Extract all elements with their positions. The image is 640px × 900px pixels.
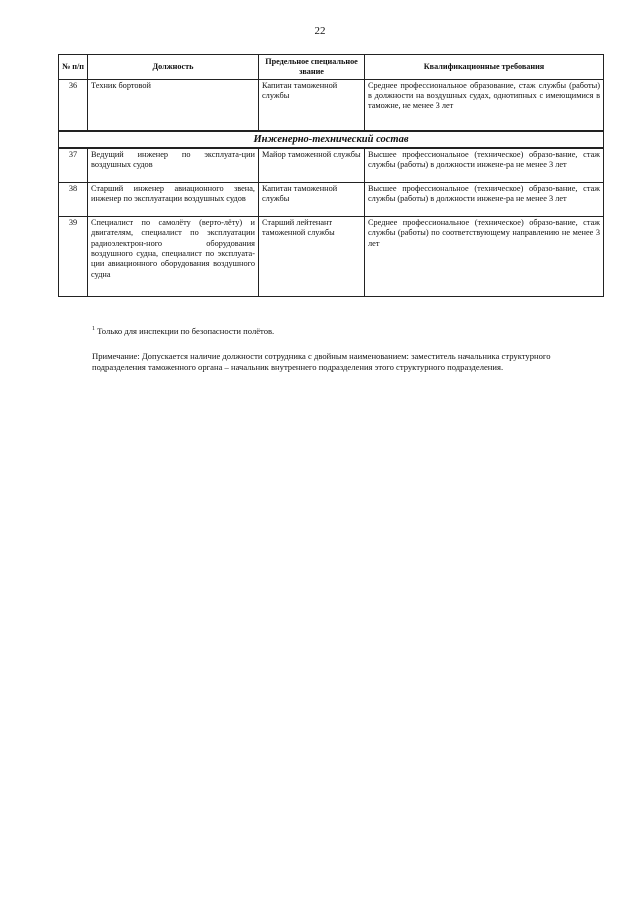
footnote: [92, 326, 592, 336]
table-row: [59, 148, 604, 183]
table-row: [59, 79, 604, 131]
position-cell: Специалист по самолёту (верто-лёту) и двигателям, специалист по эксплуатации радиоэлектрон-ного оборудования воздушного судна, специалист по эксплуата-ции авиационного оборудования воздушного судна: [88, 216, 259, 296]
footnote-text: Только для инспекции по безопасности полётов.: [97, 326, 275, 336]
header-num: № п/п: [59, 55, 88, 80]
footnote-marker: 1: [92, 326, 95, 333]
table-row: [59, 216, 604, 296]
rank-cell: Старший лейтенант таможенной службы: [259, 216, 365, 296]
row-number: 36: [59, 79, 88, 131]
position-cell: Техник бортовой: [88, 79, 259, 131]
row-number: 39: [59, 216, 88, 296]
note-paragraph: Примечание: Допускается наличие должности сотрудника с двойным наименованием: заместитель начальника структурного подразделения таможенного органа – начальник внутреннего подразделения этого структурного подразделения.: [92, 351, 551, 372]
row-number: 38: [59, 182, 88, 216]
table-header-row: [59, 55, 604, 80]
requirements-cell: Среднее профессиональное образование, стаж службы (работы) в должности на воздушных судах, однотипных с имеющимися в таможне, не менее 3 лет: [365, 79, 604, 131]
rank-cell: Капитан таможенной службы: [259, 182, 365, 216]
rank-cell: Майор таможенной службы: [259, 148, 365, 183]
position-cell: Ведущий инженер по эксплуата-ции воздушных судов: [88, 148, 259, 183]
positions-table: [58, 54, 604, 297]
header-rank: Предельное специальное звание: [259, 55, 365, 80]
section-row: [59, 131, 604, 148]
table-row: [59, 182, 604, 216]
requirements-cell: Высшее профессиональное (техническое) образо-вание, стаж службы (работы) в должности инжене-ра не менее 3 лет: [365, 182, 604, 216]
requirements-cell: Высшее профессиональное (техническое) образо-вание, стаж службы (работы) в должности инжене-ра не менее 3 лет: [365, 148, 604, 183]
page-number: 22: [314, 25, 326, 37]
position-cell: Старший инженер авиационного звена, инженер по эксплуатации воздушных судов: [88, 182, 259, 216]
requirements-cell: Среднее профессиональное (техническое) образо-вание, стаж службы (работы) по соответствующему направлению не менее 3 лет: [365, 216, 604, 296]
header-requirements: Квалификационные требования: [365, 55, 604, 80]
section-title: Инженерно-технический состав: [59, 131, 604, 148]
rank-cell: Капитан таможенной службы: [259, 79, 365, 131]
header-position: Должность: [88, 55, 259, 80]
row-number: 37: [59, 148, 88, 183]
